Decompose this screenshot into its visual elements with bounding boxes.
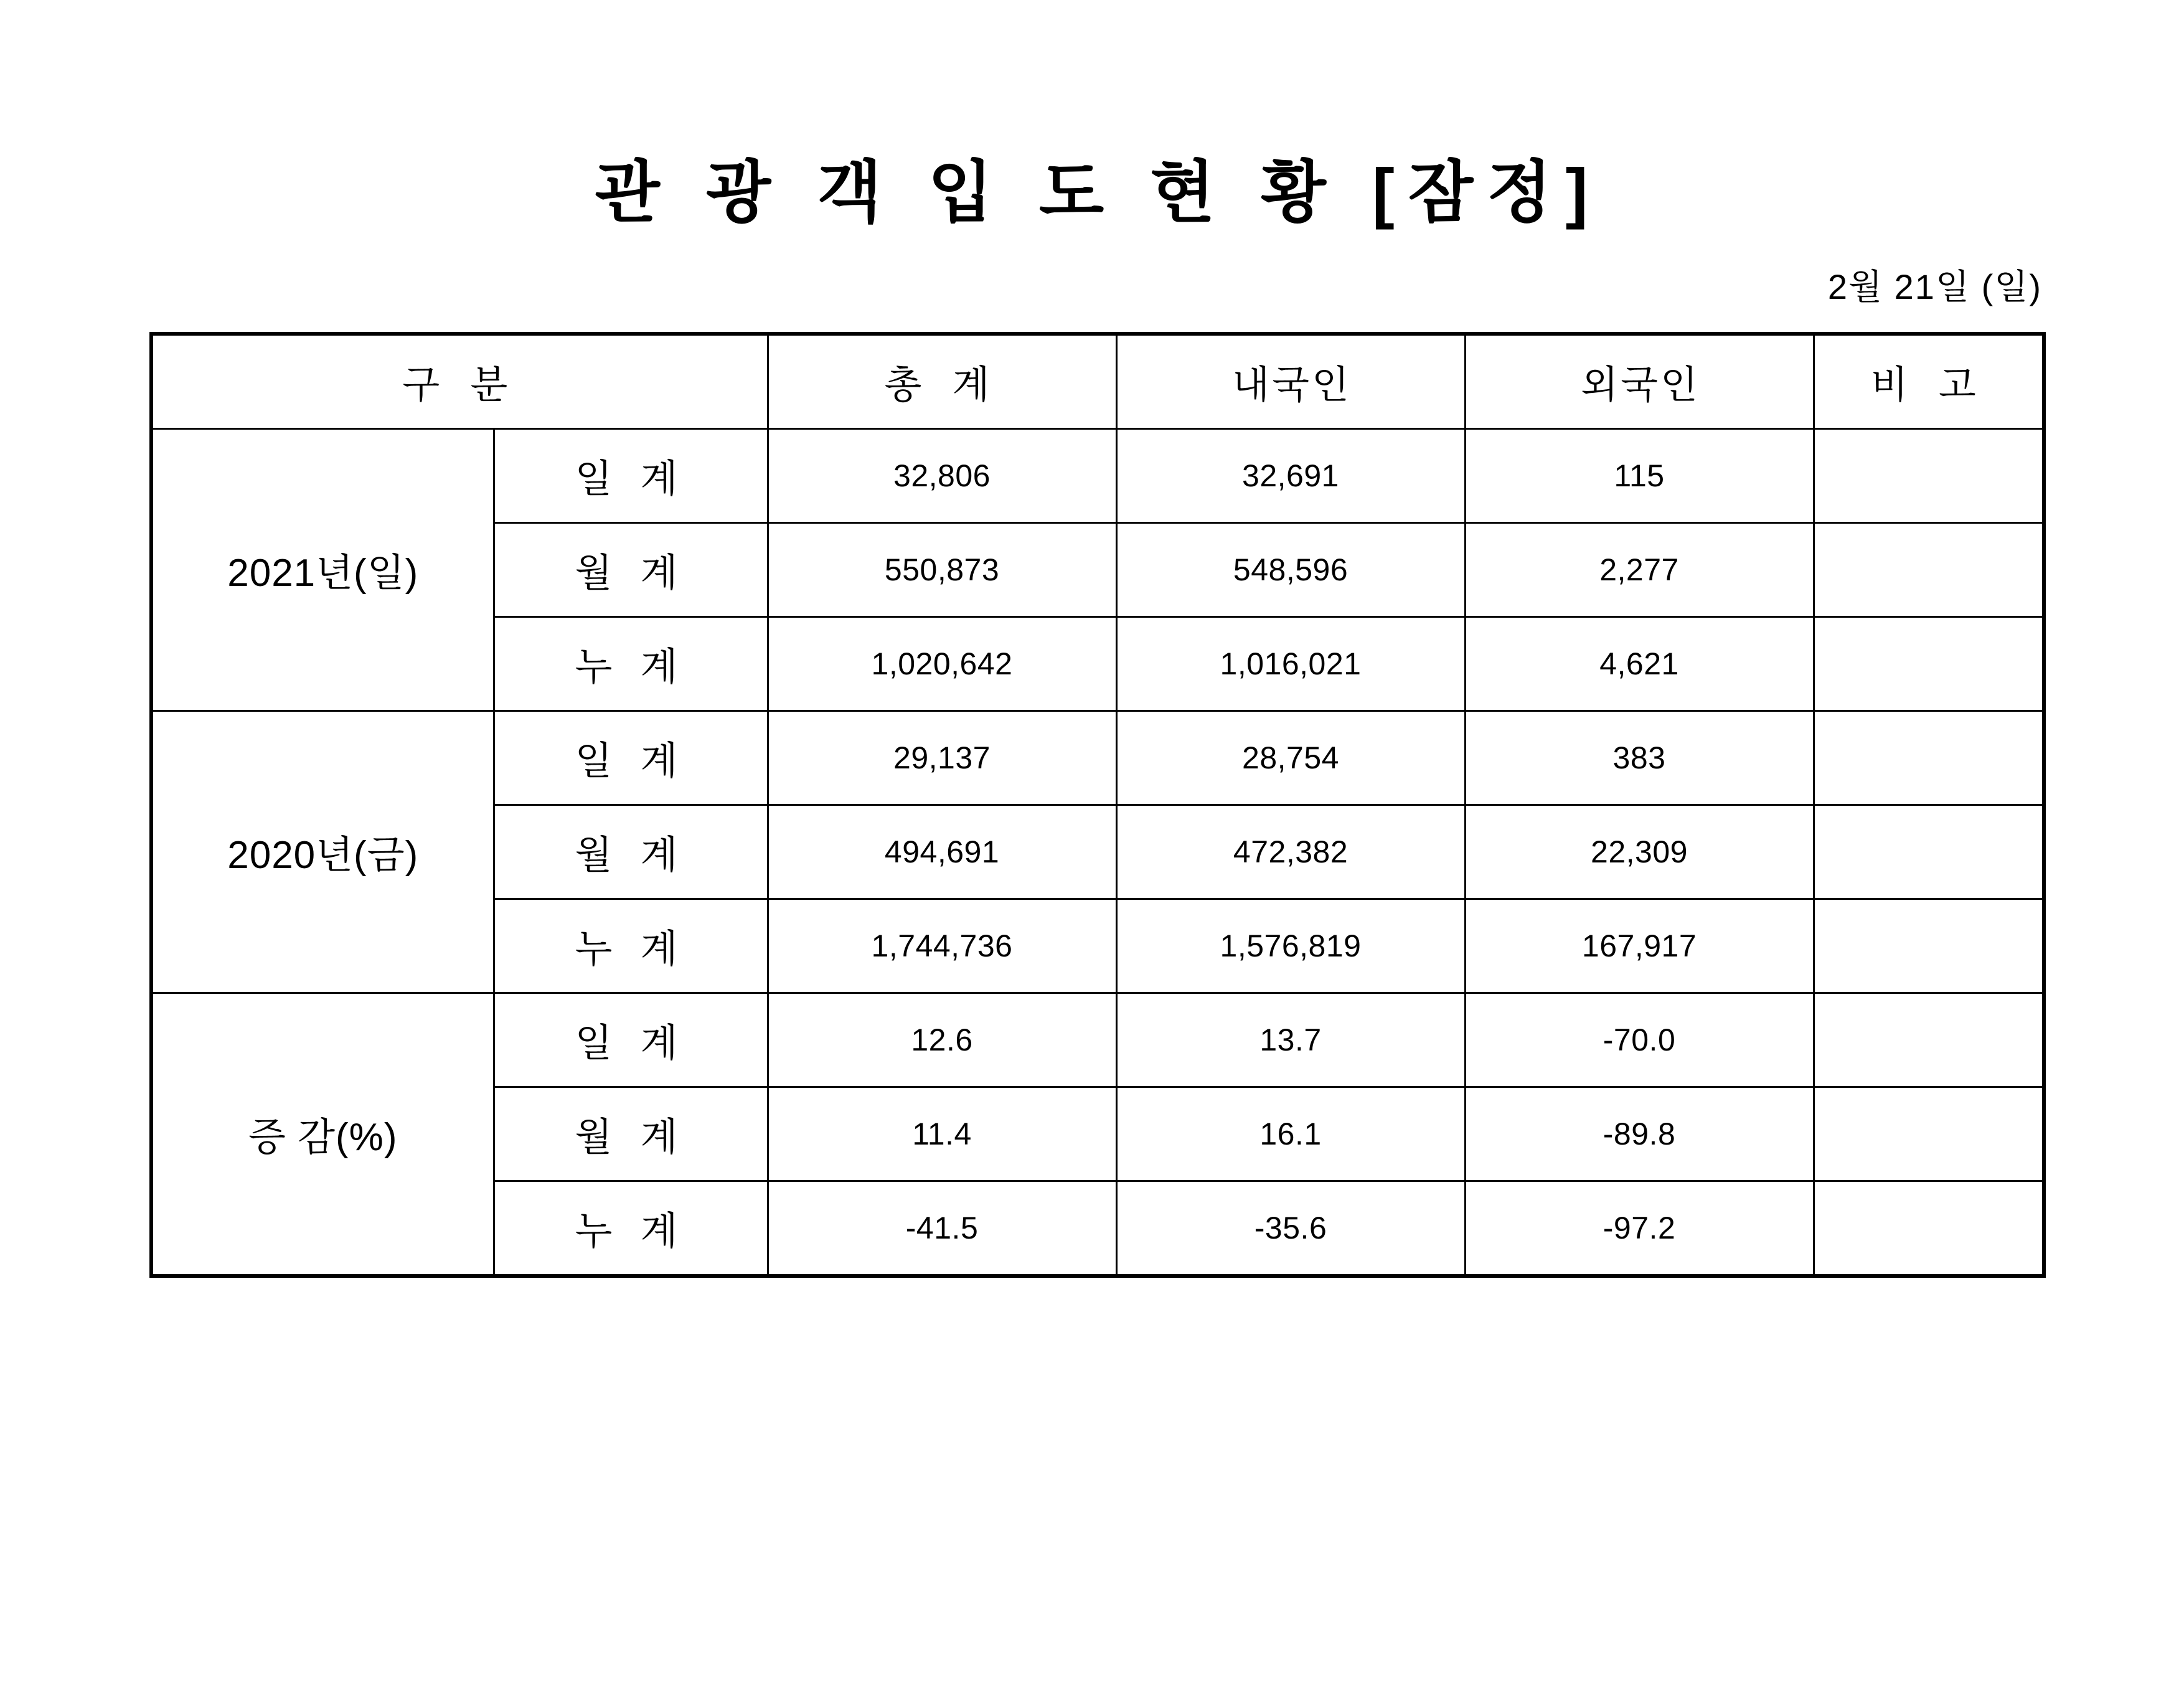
cell-total: -41.5 [768,1181,1116,1276]
sub-label: 누 계 [494,1181,768,1276]
cell-total: 550,873 [768,522,1116,616]
sub-label: 월 계 [494,1087,768,1181]
cell-domestic: 13.7 [1116,993,1465,1087]
cell-note [1814,1181,2044,1276]
cell-domestic: 472,382 [1116,805,1465,899]
sub-label: 누 계 [494,616,768,711]
cell-foreign: 22,309 [1465,805,1814,899]
cell-note [1814,805,2044,899]
cell-domestic: 1,576,819 [1116,899,1465,993]
cell-domestic: 1,016,021 [1116,616,1465,711]
cell-total: 11.4 [768,1087,1116,1181]
table-row [151,993,2044,1087]
header-note: 비 고 [1814,334,2044,429]
group-label-change: 증 감(%) [151,993,494,1276]
sub-label: 일 계 [494,711,768,805]
sub-label: 일 계 [494,428,768,522]
cell-total: 1,020,642 [768,616,1116,711]
cell-domestic: -35.6 [1116,1181,1465,1276]
cell-note [1814,993,2044,1087]
header-division: 구 분 [151,334,768,429]
cell-note [1814,711,2044,805]
cell-total: 494,691 [768,805,1116,899]
cell-note [1814,428,2044,522]
cell-domestic: 16.1 [1116,1087,1465,1181]
cell-foreign: 4,621 [1465,616,1814,711]
page-title: 관 광 객 입 도 현 황 [잠정] [595,154,1602,230]
header-foreign: 외국인 [1465,334,1814,429]
group-label-2020: 2020년(금) [151,711,494,993]
cell-foreign: 167,917 [1465,899,1814,993]
header-total: 총 계 [768,334,1116,429]
sub-label: 월 계 [494,805,768,899]
sub-label: 월 계 [494,522,768,616]
cell-foreign: 2,277 [1465,522,1814,616]
table-row [151,428,2044,522]
table-header-row [151,334,2044,429]
cell-total: 1,744,736 [768,899,1116,993]
cell-note [1814,522,2044,616]
sub-label: 누 계 [494,899,768,993]
sub-label: 일 계 [494,993,768,1087]
cell-foreign: 115 [1465,428,1814,522]
cell-note [1814,616,2044,711]
cell-total: 12.6 [768,993,1116,1087]
document-page [0,156,2184,1700]
cell-foreign: -97.2 [1465,1181,1814,1276]
header-domestic: 내국인 [1116,334,1465,429]
cell-total: 29,137 [768,711,1116,805]
cell-foreign: 383 [1465,711,1814,805]
cell-note [1814,899,2044,993]
cell-foreign: -89.8 [1465,1087,1814,1181]
cell-domestic: 548,596 [1116,522,1465,616]
cell-domestic: 28,754 [1116,711,1465,805]
cell-note [1814,1087,2044,1181]
report-date: 2월 21일 (일) [1827,267,2042,306]
cell-foreign: -70.0 [1465,993,1814,1087]
table-container [0,332,2184,1278]
table-row [151,711,2044,805]
cell-domestic: 32,691 [1116,428,1465,522]
cell-total: 32,806 [768,428,1116,522]
group-label-2021: 2021년(일) [151,428,494,711]
tourist-arrivals-table [149,332,2046,1278]
